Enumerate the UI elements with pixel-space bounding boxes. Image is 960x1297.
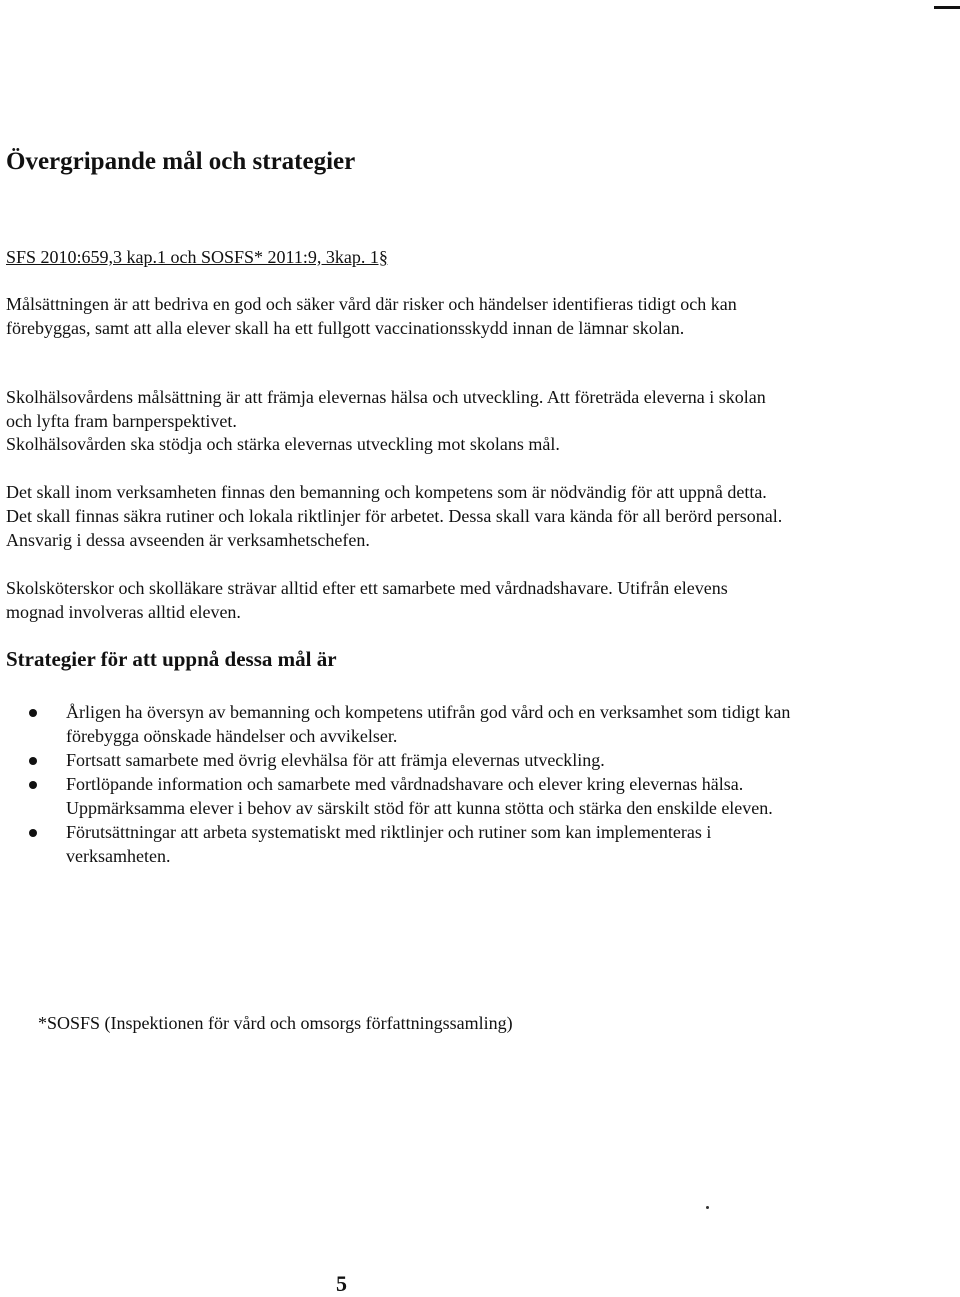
scan-speck [706,1206,709,1209]
bullet-icon [29,781,37,789]
list-item [0,700,820,748]
strategy-heading: Strategier för att uppnå dessa mål är [6,647,337,671]
page-title: Övergripande mål och strategier [6,148,356,175]
strategy-list [0,700,820,868]
list-item-text: Fortlöpande information och samarbete med vårdnadshavare och elever kring elevernas hälsa. Uppmärksamma elever i behov av särskilt stöd för att kunna stötta och stärka den enskilde eleven. [66,774,773,818]
list-item [0,748,820,772]
list-item-text: Förutsättningar att arbeta systematiskt med riktlinjer och rutiner som kan implementeras i verksamheten. [66,822,712,866]
paragraph-staffing: Det skall inom verksamheten finnas den bemanning och kompetens som är nödvändig för att uppnå detta. Det skall finnas säkra rutiner och lokala riktlinjer för arbetet. Dessa skall vara kända för all berörd personal. Ansvarig i dessa avseenden är verksamhetschefen. [6,482,783,550]
list-item-text: Årligen ha översyn av bemanning och kompetens utifrån god vård och en verksamhet som tidigt kan förebygga oönskade händelser och avvikelser. [66,702,791,746]
bullet-icon [29,757,37,765]
paragraph-health-goal: Skolhälsovårdens målsättning är att främja elevernas hälsa och utveckling. Att företräda eleverna i skolan och lyfta fram barnperspektivet. [6,387,766,431]
paragraph-cooperation: Skolsköterskor och skolläkare strävar alltid efter ett samarbete med vårdnadshavare. Utifrån elevens mognad involveras alltid eleven. [6,578,728,622]
bullet-icon [29,829,37,837]
paragraph-support: Skolhälsovården ska stödja och stärka elevernas utveckling mot skolans mål. [6,434,560,454]
list-item [0,820,820,868]
bullet-icon [29,709,37,717]
page-number: 5 [336,1271,347,1296]
paragraph-goal: Målsättningen är att bedriva en god och säker vård där risker och händelser identifieras tidigt och kan förebyggas, samt att alla elever skall ha ett fullgott vaccinationsskydd innan de lämnar skolan. [6,294,737,338]
scan-edge-mark [934,6,960,9]
legal-reference: SFS 2010:659,3 kap.1 och SOSFS* 2011:9, 3kap. 1§ [6,247,388,267]
footnote: *SOSFS (Inspektionen för vård och omsorgs författningssamling) [38,1013,513,1033]
list-item [0,772,820,820]
list-item-text: Fortsatt samarbete med övrig elevhälsa för att främja elevernas utveckling. [66,750,605,770]
